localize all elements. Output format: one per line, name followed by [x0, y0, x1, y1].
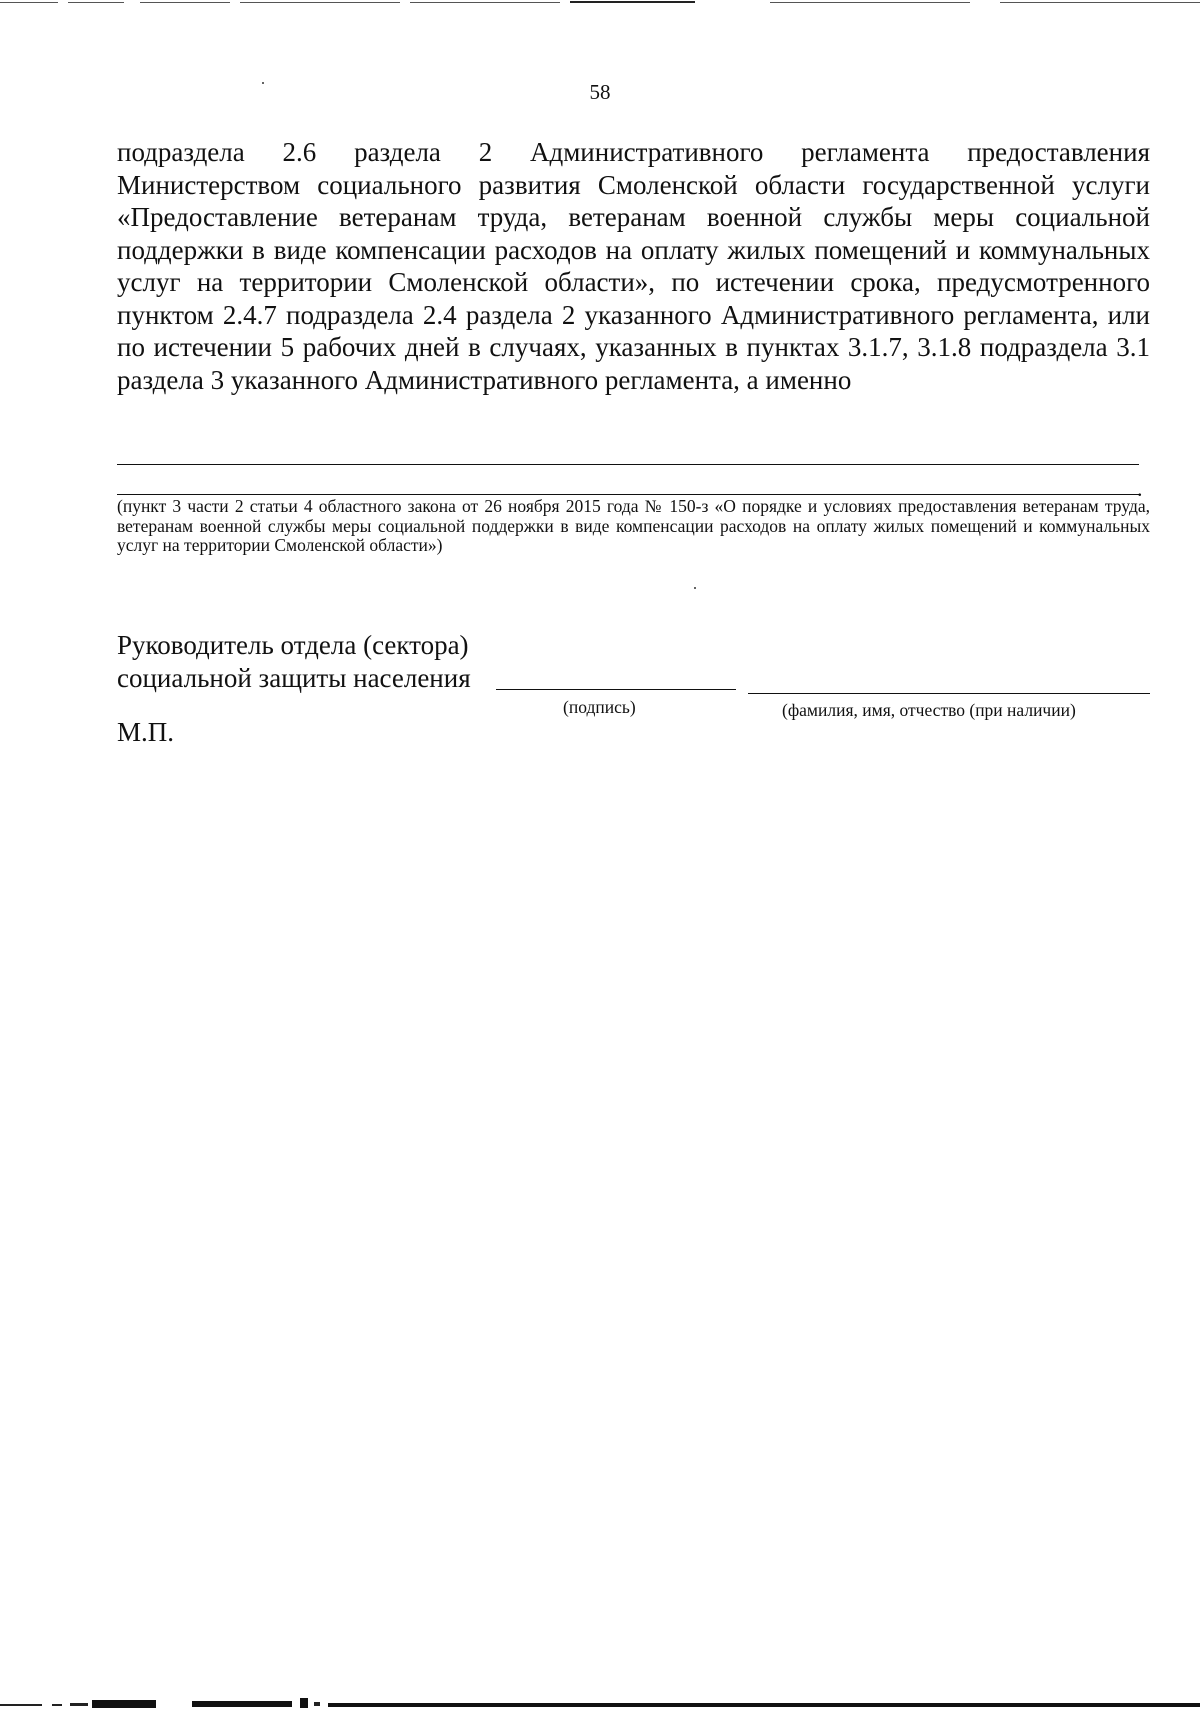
scan-edge-top: [0, 0, 1200, 6]
main-paragraph: подраздела 2.6 раздела 2 Административного регламента предоставления Министерством социального развития Смоленской области государственной услуги «Предоставление ветеранам труда, ветеранам военной службы меры социальной поддержки в виде компенсации расходов на оплату жилых помещений и коммунальных услуг на территории Смоленской области», по истечении срока, предусмотренного пунктом 2.4.7 подраздела 2.4 раздела 2 указанного Административного регламента, или по истечении 5 рабочих дней в случаях, указанных в пунктах 3.1.7, 3.1.8 подраздела 3.1 раздела 3 указанного Административного регламента, а именно: [117, 137, 1150, 395]
fill-line-end-mark: .: [1137, 476, 1143, 501]
scan-edge-bottom: [0, 1694, 1200, 1711]
name-line: [748, 693, 1150, 694]
signature-line: [496, 689, 736, 690]
fill-in-line-2: [117, 494, 1139, 495]
fill-in-line-1: [117, 464, 1139, 465]
legal-reference-footnote: (пункт 3 части 2 статьи 4 областного закона от 26 ноября 2015 года № 150-з «О порядке и условиях предоставления ветеранам труда, ветеранам военной службы меры социальной поддержки в виде компенсации расходов на оплату жилых помещений и коммунальных услуг на территории Смоленской области»): [117, 496, 1150, 555]
name-caption: (фамилия, имя, отчество (при наличии): [782, 700, 1076, 720]
signatory-title: [117, 629, 471, 695]
scan-speck: [694, 587, 696, 589]
page-number: 58: [589, 80, 611, 104]
signature-caption: (подпись): [563, 697, 636, 717]
signatory-title-line-1: Руководитель отдела (сектора): [117, 630, 469, 660]
signatory-title-line-2: социальной защиты населения: [117, 663, 471, 693]
stamp-placeholder: М.П.: [117, 717, 175, 747]
